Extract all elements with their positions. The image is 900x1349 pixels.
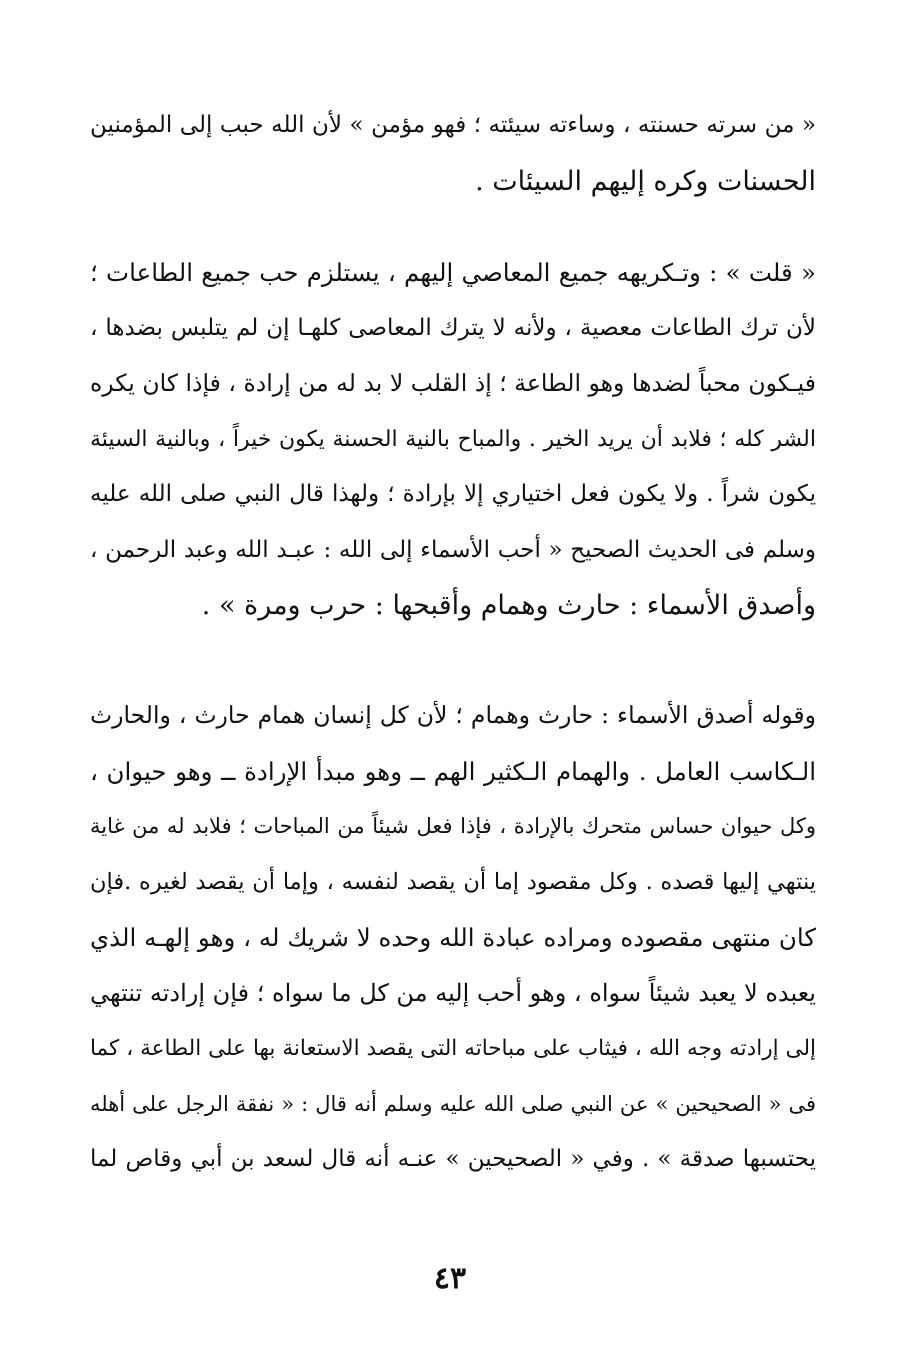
text-line: وكل حيوان حساس متحرك بالإرادة ، فإذا فعل شيئاً من المباحات ؛ فلابد له من غاية <box>90 814 816 838</box>
text-line: كان منتهى مقصوده ومراده عبادة الله وحده لا شريك له ، وهو إلهـه الذي <box>90 923 816 952</box>
paragraph-2 <box>90 245 816 634</box>
page-number: ٤٣ <box>433 1261 467 1296</box>
text-line: إلى إرادته وجه الله ، فيثاب على مباحاته التى يقصد الاستعانة بها على الطاعة ، كما <box>90 1036 816 1061</box>
text-line: الـكاسب العامل . والهمام الـكثير الهم ــ وهو مبدأ الإرادة ــ وهو حيوان ، <box>90 756 816 786</box>
text-line: يحتسبها صدقة » . وفي « الصحيحين » عنـه أنه قال لسعد بن أبي وقاص لما <box>90 1146 816 1172</box>
text-line: يكون شراً . ولا يكون فعل اختياري إلا بإرادة ؛ ولهذا قال النبي صلى الله عليه <box>90 481 816 507</box>
text-line: الحسنات وكره إليهم السيئات . <box>475 165 816 197</box>
text-line: الشر كله ؛ فلابد أن يريد الخير . والمباح بالنية الحسنة يكون خيراً ، وبالنية السيئة <box>90 426 816 452</box>
text-line: « من سرته حسنته ، وساءته سيئته ؛ فهو مؤمن » لأن الله حبب إلى المؤمنين <box>90 112 816 138</box>
text-line: فى « الصحيحين » عن النبي صلى الله عليه وسلم أنه قال : « نفقة الرجل على أهله <box>90 1091 816 1116</box>
text-line: لأن ترك الطاعات معصية ، ولأنه لا يترك المعاصى كلهـا إن لم يتلبس بضدها ، <box>90 314 816 341</box>
text-line: وقوله أصدق الأسماء : حارث وهمام ؛ لأن كل إنسان همام حارث ، والحارث <box>90 701 816 729</box>
text-line: يعبده لا يعبد شيئاً سواه ، وهو أحب إليه من كل ما سواه ؛ فإن إرادته تنتهي <box>90 978 816 1007</box>
paragraph-3 <box>90 688 816 1188</box>
text-line: وسلم فى الحديث الصحيح « أحب الأسماء إلى الله : عبـد الله وعبد الرحمن ، <box>90 536 816 563</box>
paragraph-1 <box>90 98 816 209</box>
text-line: ينتهي إليها قصده . وكل مقصود إما أن يقصد لنفسه ، وإما أن يقصد لغيره .فإن <box>90 868 816 895</box>
text-line: « قلت » : وتـكريهه جميع المعاصي إليهم ، يستلزم حب جميع الطاعات ؛ <box>90 258 816 287</box>
text-line: فيـكون محباً لضدها وهو الطاعة ؛ إذ القلب لا بد له من إرادة ، فإذا كان يكره <box>90 369 816 397</box>
text-line: وأصدق الأسماء : حارث وهمام وأقبحها : حرب ومرة » . <box>201 590 816 621</box>
